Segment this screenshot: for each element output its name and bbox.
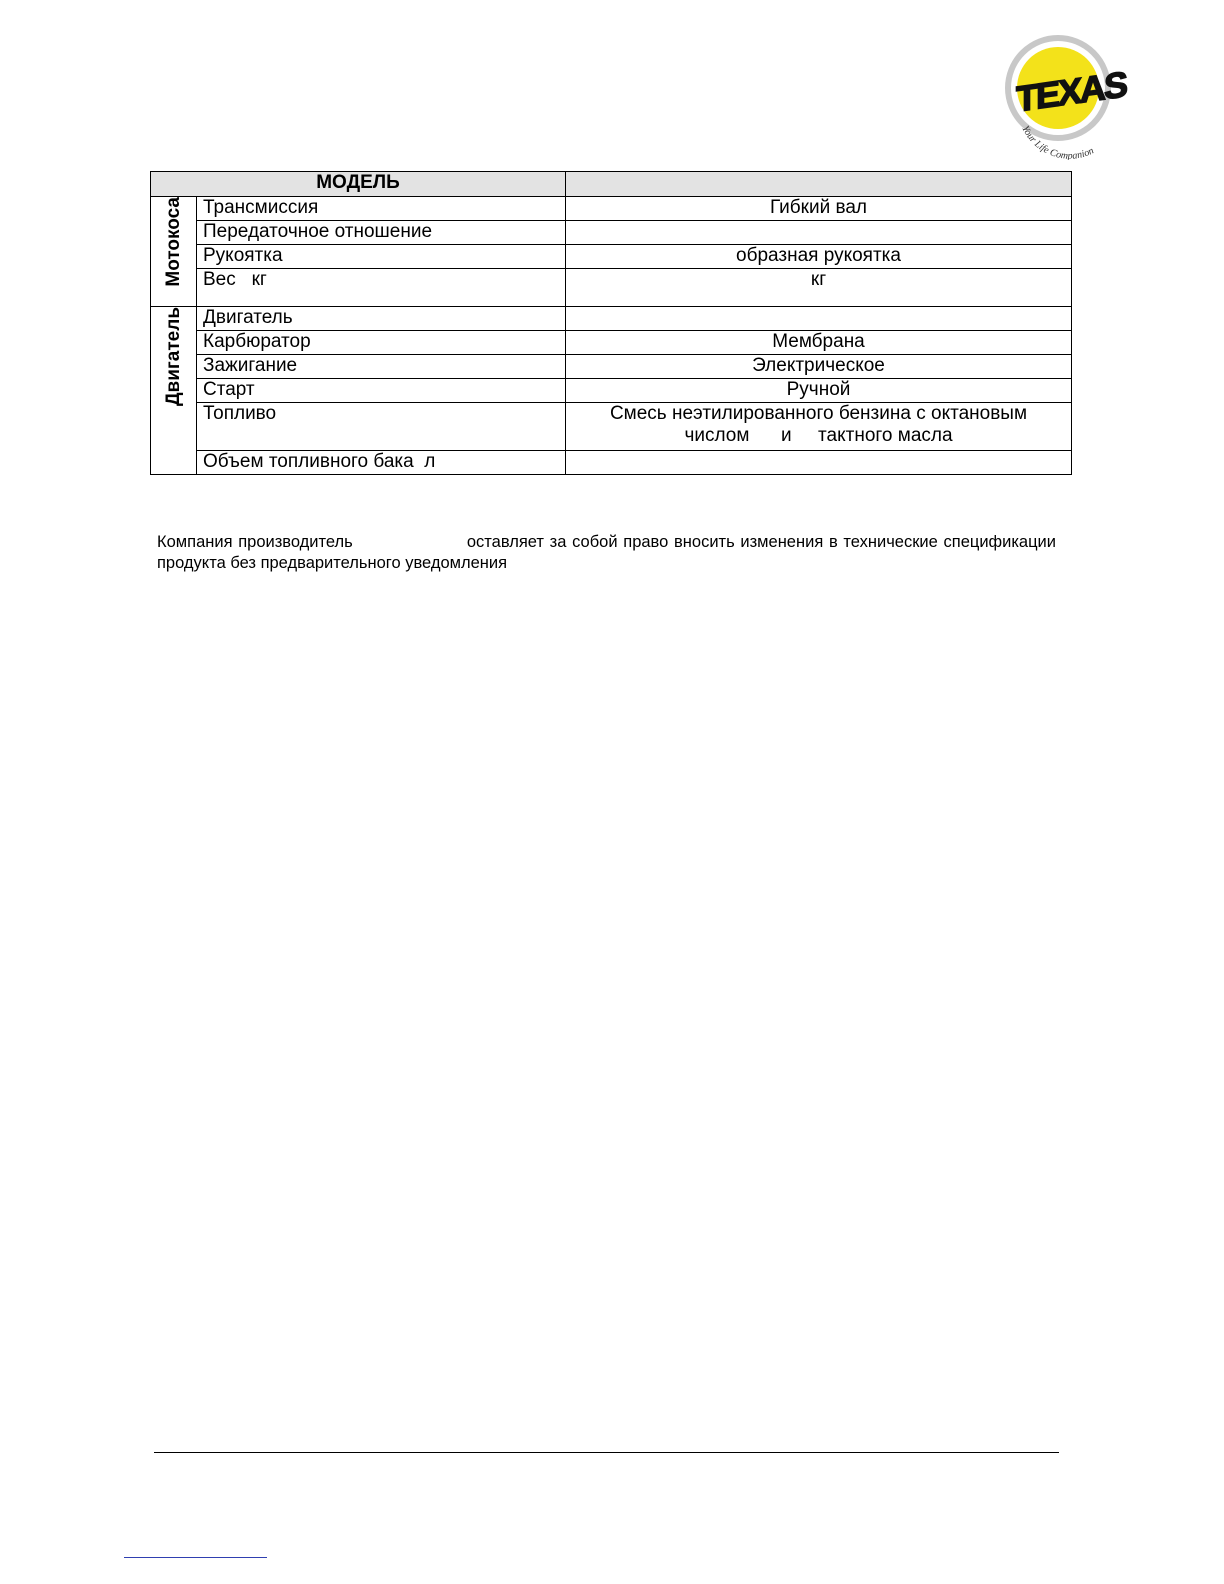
table-row bbox=[151, 221, 1072, 245]
table-row bbox=[151, 197, 1072, 221]
table-row bbox=[151, 451, 1072, 475]
table-row bbox=[151, 403, 1072, 451]
param-cell: Двигатель bbox=[197, 307, 566, 331]
group-label-engine: Двигатель bbox=[162, 307, 184, 406]
param-cell: Объем топливного бака л bbox=[197, 451, 566, 475]
model-value-header bbox=[566, 172, 1072, 197]
value-cell: Гибкий вал bbox=[566, 197, 1072, 221]
footer-divider bbox=[154, 1452, 1059, 1453]
value-cell: Электрическое bbox=[566, 355, 1072, 379]
value-cell bbox=[566, 451, 1072, 475]
table-row bbox=[151, 379, 1072, 403]
table-row bbox=[151, 307, 1072, 331]
value-cell: кг bbox=[566, 269, 1072, 307]
param-cell: Рукоятка bbox=[197, 245, 566, 269]
table-row bbox=[151, 245, 1072, 269]
model-header: МОДЕЛЬ bbox=[151, 172, 566, 197]
group-cell-trimmer bbox=[151, 197, 197, 307]
param-cell: Карбюратор bbox=[197, 331, 566, 355]
group-label-trimmer: Мотокоса bbox=[162, 197, 184, 287]
manufacturer-notice: Компания производитель оставляет за собой право вносить изменения в технические спецификации продукта без предварительного уведомления bbox=[157, 533, 1061, 572]
table-header-row bbox=[151, 172, 1072, 197]
table-row bbox=[151, 355, 1072, 379]
value-cell: Смесь неэтилированного бензина с октановым числом и тактного масла bbox=[566, 403, 1072, 451]
param-cell: Трансмиссия bbox=[197, 197, 566, 221]
texas-logo bbox=[1000, 30, 1130, 160]
param-cell: Передаточное отношение bbox=[197, 221, 566, 245]
value-cell: Мембрана bbox=[566, 331, 1072, 355]
value-cell: образная рукоятка bbox=[566, 245, 1072, 269]
table-row bbox=[151, 331, 1072, 355]
specifications-table bbox=[150, 171, 1072, 475]
value-cell: Ручной bbox=[566, 379, 1072, 403]
logo-brand-text: TEXAS bbox=[1016, 63, 1126, 120]
param-cell: Зажигание bbox=[197, 355, 566, 379]
footer-link-underline bbox=[124, 1557, 267, 1558]
group-cell-engine bbox=[151, 307, 197, 475]
value-cell bbox=[566, 221, 1072, 245]
param-cell: Старт bbox=[197, 379, 566, 403]
logo-tagline-text: Your Life Companion bbox=[1019, 124, 1096, 160]
table-row bbox=[151, 269, 1072, 307]
param-cell: Вес кг bbox=[197, 269, 566, 307]
param-cell: Топливо bbox=[197, 403, 566, 451]
value-cell bbox=[566, 307, 1072, 331]
